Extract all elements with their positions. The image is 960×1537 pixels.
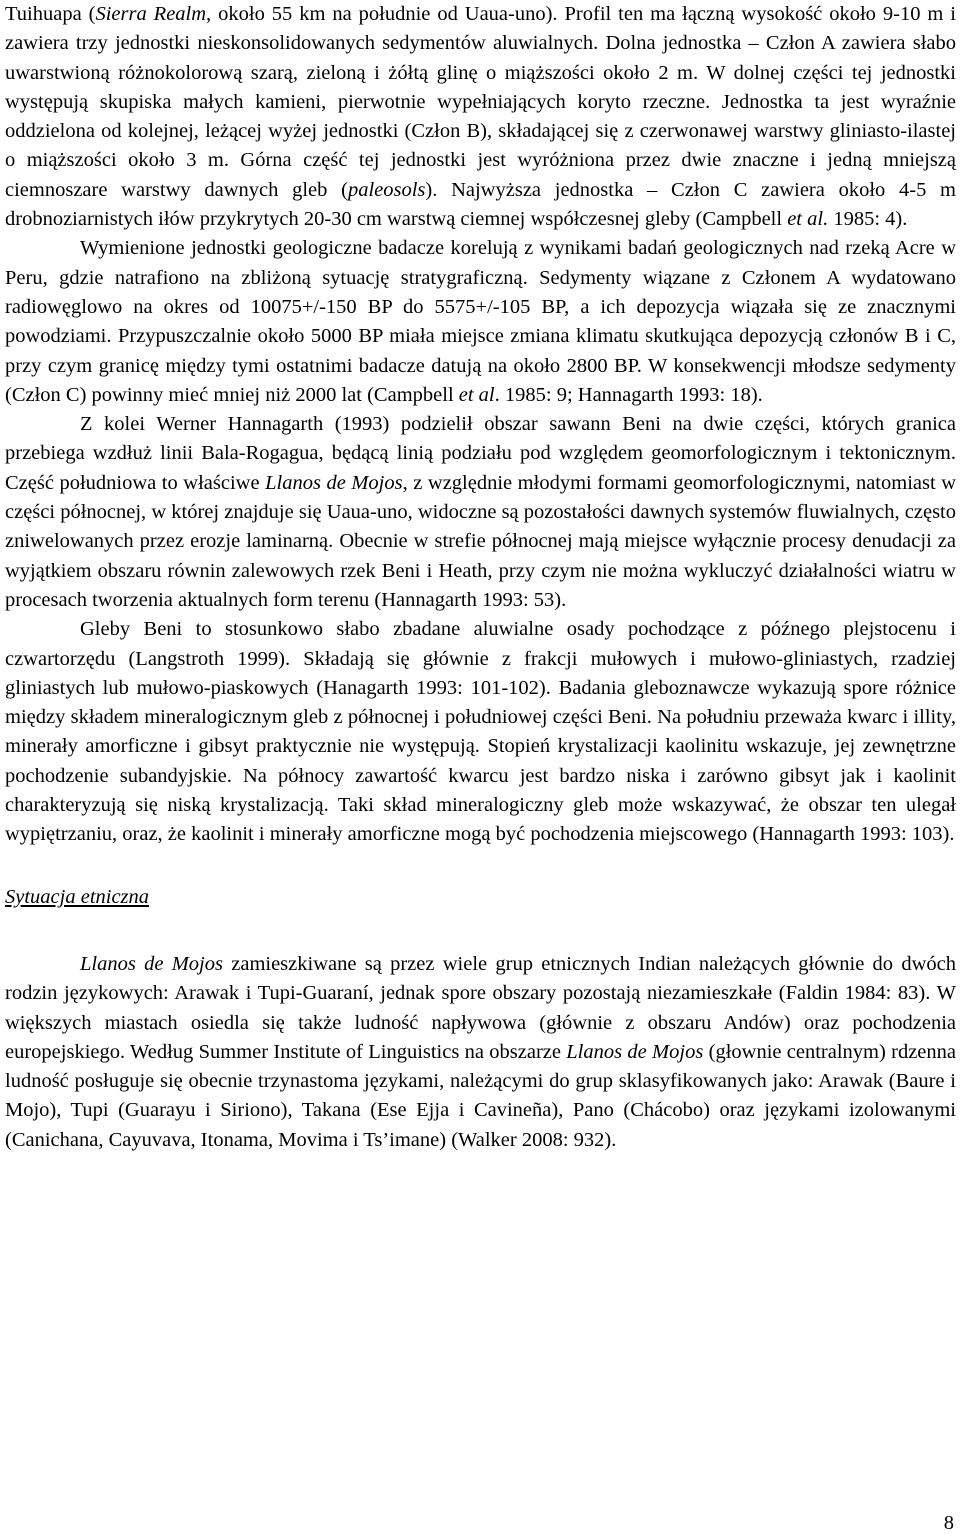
italic-term: et al	[458, 383, 495, 406]
paragraph-acre-correlation: Wymienione jednostki geologiczne badacze korelują z wynikami badań geologicznych nad rzeką Acre w Peru, gdzie natrafiono na zbliżoną sytuację stratygraficzną. Sedymenty wiązane z Członem A wydatowano radiowęglowo na okres od 10075+/-150 BP do 5575+/-105 BP, a ich depozycja wiązała się ze znacznymi powodziami. Przypuszczalnie około 5000 BP miała miejsce zmiana klimatu skutkująca depozycją członów B i C, przy czym granicę między tymi ostatnimi badacze datują na około 2800 BP. W konsekwencji młodsze sedymenty (Człon C) powinny mieć mniej niż 2000 lat (Campbell et al. 1985: 9; Hannagarth 1993: 18).	[5, 237, 956, 406]
page-number: 8	[943, 1512, 954, 1534]
paragraph-ethnic-situation: Llanos de Mojos zamieszkiwane są przez wiele grup etnicznych Indian należących głównie do dwóch rodzin językowych: Arawak i Tupi-Guaraní, jednak spore obszary pozostają niezamieszkałe (Faldin 1984: 83). W większych miastach osiedla się także ludność napływowa (głównie z obszaru Andów) oraz pochodzenia europejskiego. Według Summer Institute of Linguistics na obszarze Llanos de Mojos (głownie centralnym) rdzenna ludność posługuje się obecnie trzynastoma językami, należącymi do grup sklasyfikowanych jako: Arawak (Baure i Mojo), Tupi (Guarayu i Sirionо), Takana (Ese Ejja i Cavineña), Pano (Chácobo) oraz językami izolowanymi (Canichana, Cayuvava, Itonama, Movima i Ts’imane) (Walker 2008: 932).	[5, 952, 956, 1151]
section-heading: Sytuacja etniczna	[5, 885, 150, 908]
document-page	[5, 0, 956, 1155]
italic-term: Llanos de Mojos	[80, 952, 223, 975]
italic-term: Sierra Realm	[95, 3, 207, 25]
italic-term: Llanos de Mojos	[265, 471, 403, 494]
paragraph-hannagarth-division: Z kolei Werner Hannagarth (1993) podzielił obszar sawann Beni na dwie części, których granica przebiega wzdłuż linii Bala-Rogagua, będącą linią podziału pod względem geomorfologicznym i tektonicznym. Część południowa to właściwe Llanos de Mojos, z względnie młodymi formami geomorfologicznymi, natomiast w części północnej, w której znajduje się Uaua-uno, widoczne są pozostałości dawnych systemów fluwialnych, często zniwelowanych przez erozje laminarną. Obecnie w strefie północnej mają miejsce wyłącznie procesy denudacji za wyjątkiem obszaru równin zalewowych rzek Beni i Heath, przy czym nie można wykluczyć działalności wiatru w procesach tworzenia aktualnych form terenu (Hannagarth 1993: 53).	[5, 413, 956, 611]
italic-term: paleosols	[347, 178, 426, 201]
italic-term: et al.	[787, 208, 829, 231]
paragraph-geology-profile: Tuihuapa (Sierra Realm, około 55 km na południe od Uaua-uno). Profil ten ma łączną wysokość około 9-10 m i zawiera trzy jednostki nieskonsolidowanych sedymentów aluwialnych. Dolna jednostka – Człon A zawiera słabo uwarstwioną różnokolorową szarą, zieloną i żółtą glinę o miąższości około 2 m. W dolnej części tej jednostki występują skupiska małych kamieni, pierwotnie wypełniających koryto rzeczne. Jednostka ta jest wyraźnie oddzielona od kolejnej, leżącej wyżej jednostki (Człon B), składającej się z czerwonawej warstwy gliniasto-ilastej o miąższości około 3 m. Górna część tej jednostki jest wyróżniona przez dwie znaczne i jedną mniejszą ciemnoszare warstwy dawnych gleb (paleosols). Najwyższa jednostka – Człon C zawiera około 4-5 m drobnoziarnistych iłów przykrytych 20-30 cm warstwą ciemnej współczesnej gleby (Campbell et al. 1985: 4).	[5, 3, 956, 231]
paragraph-beni-soils: Gleby Beni to stosunkowo słabo zbadane aluwialne osady pochodzące z późnego plejstocenu i czwartorzędu (Langstroth 1999). Składają się głównie z frakcji mułowych i mułowo-gliniastych, rzadziej gliniastych lub mułowo-piaskowych (Hanagarth 1993: 101-102). Badania gleboznawcze wykazują spore różnice między składem mineralogicznym gleb z północnej i południowej części Beni. Na południu przeważa kwarc i illity, minerały amorficzne i gibsyt praktycznie nie występują. Stopień krystalizacji kaolinitu wskazuje, jej zewnętrzne pochodzenie subandyjskie. Na północy zawartość kwarcu jest bardzo niska i zarówno gibsyt jak i kaolinit charakteryzują się niską krystalizacją. Taki skład mineralogiczny gleb może wskazywać, że obszar ten ulegał wypiętrzaniu, oraz, że kaolinit i minerały amorficzne mogą być pochodzenia miejscowego (Hannagarth 1993: 103).	[5, 618, 956, 846]
italic-term: Llanos de Mojos	[566, 1040, 704, 1063]
